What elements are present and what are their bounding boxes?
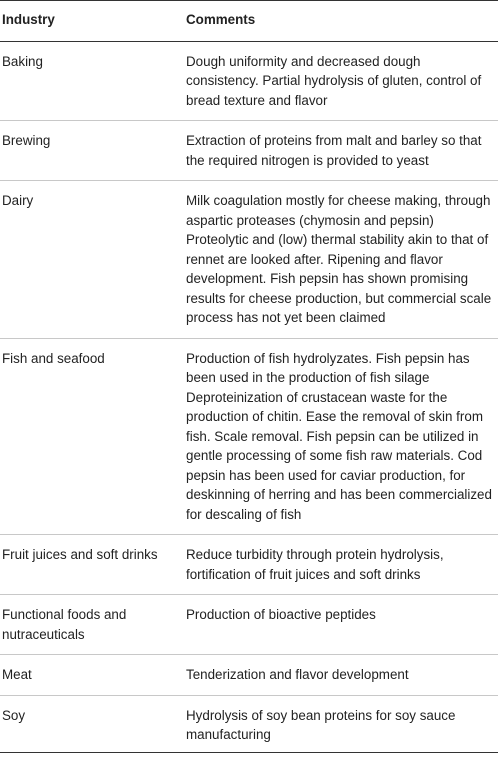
comments-cell: Reduce turbidity through protein hydrolysis, fortification of fruit juices and soft drinks (182, 535, 498, 595)
industry-cell: Fruit juices and soft drinks (0, 535, 182, 595)
comments-cell: Extraction of proteins from malt and barley so that the required nitrogen is provided to yeast (182, 121, 498, 181)
comments-cell: Dough uniformity and decreased dough consistency. Partial hydrolysis of gluten, control of bread texture and flavor (182, 41, 498, 121)
table-row (0, 338, 498, 535)
table-row (0, 535, 498, 595)
table-row (0, 121, 498, 181)
industry-cell: Functional foods and nutraceuticals (0, 595, 182, 655)
table-row (0, 655, 498, 696)
industry-cell: Brewing (0, 121, 182, 181)
header-comments: Comments (182, 1, 498, 42)
industry-cell: Fish and seafood (0, 338, 182, 535)
comments-cell: Milk coagulation mostly for cheese making, through aspartic proteases (chymosin and pepsin) Proteolytic and (low) thermal stability akin to that of rennet are looked after. Ripening and flavor development. Fish pepsin has shown promising results for cheese production, but commercial scale process has not yet been claimed (182, 181, 498, 339)
comments-cell: Production of bioactive peptides (182, 595, 498, 655)
industry-cell: Dairy (0, 181, 182, 339)
table-header-row (0, 1, 498, 42)
industry-cell: Meat (0, 655, 182, 696)
industry-cell: Baking (0, 41, 182, 121)
comments-cell: Production of fish hydrolyzates. Fish pepsin has been used in the production of fish silage Deproteinization of crustacean waste for the production of chitin. Ease the removal of skin from fish. Scale removal. Fish pepsin can be utilized in gentle processing of some fish raw materials. Cod pepsin has been used for caviar production, for deskinning of herring and has been commercialized for descaling of fish (182, 338, 498, 535)
industry-cell: Soy (0, 695, 182, 752)
table-row (0, 181, 498, 339)
table-row (0, 41, 498, 121)
table-row (0, 595, 498, 655)
comments-cell: Tenderization and flavor development (182, 655, 498, 696)
header-industry: Industry (0, 1, 182, 42)
table-row (0, 695, 498, 752)
comments-cell: Hydrolysis of soy bean proteins for soy sauce manufacturing (182, 695, 498, 752)
